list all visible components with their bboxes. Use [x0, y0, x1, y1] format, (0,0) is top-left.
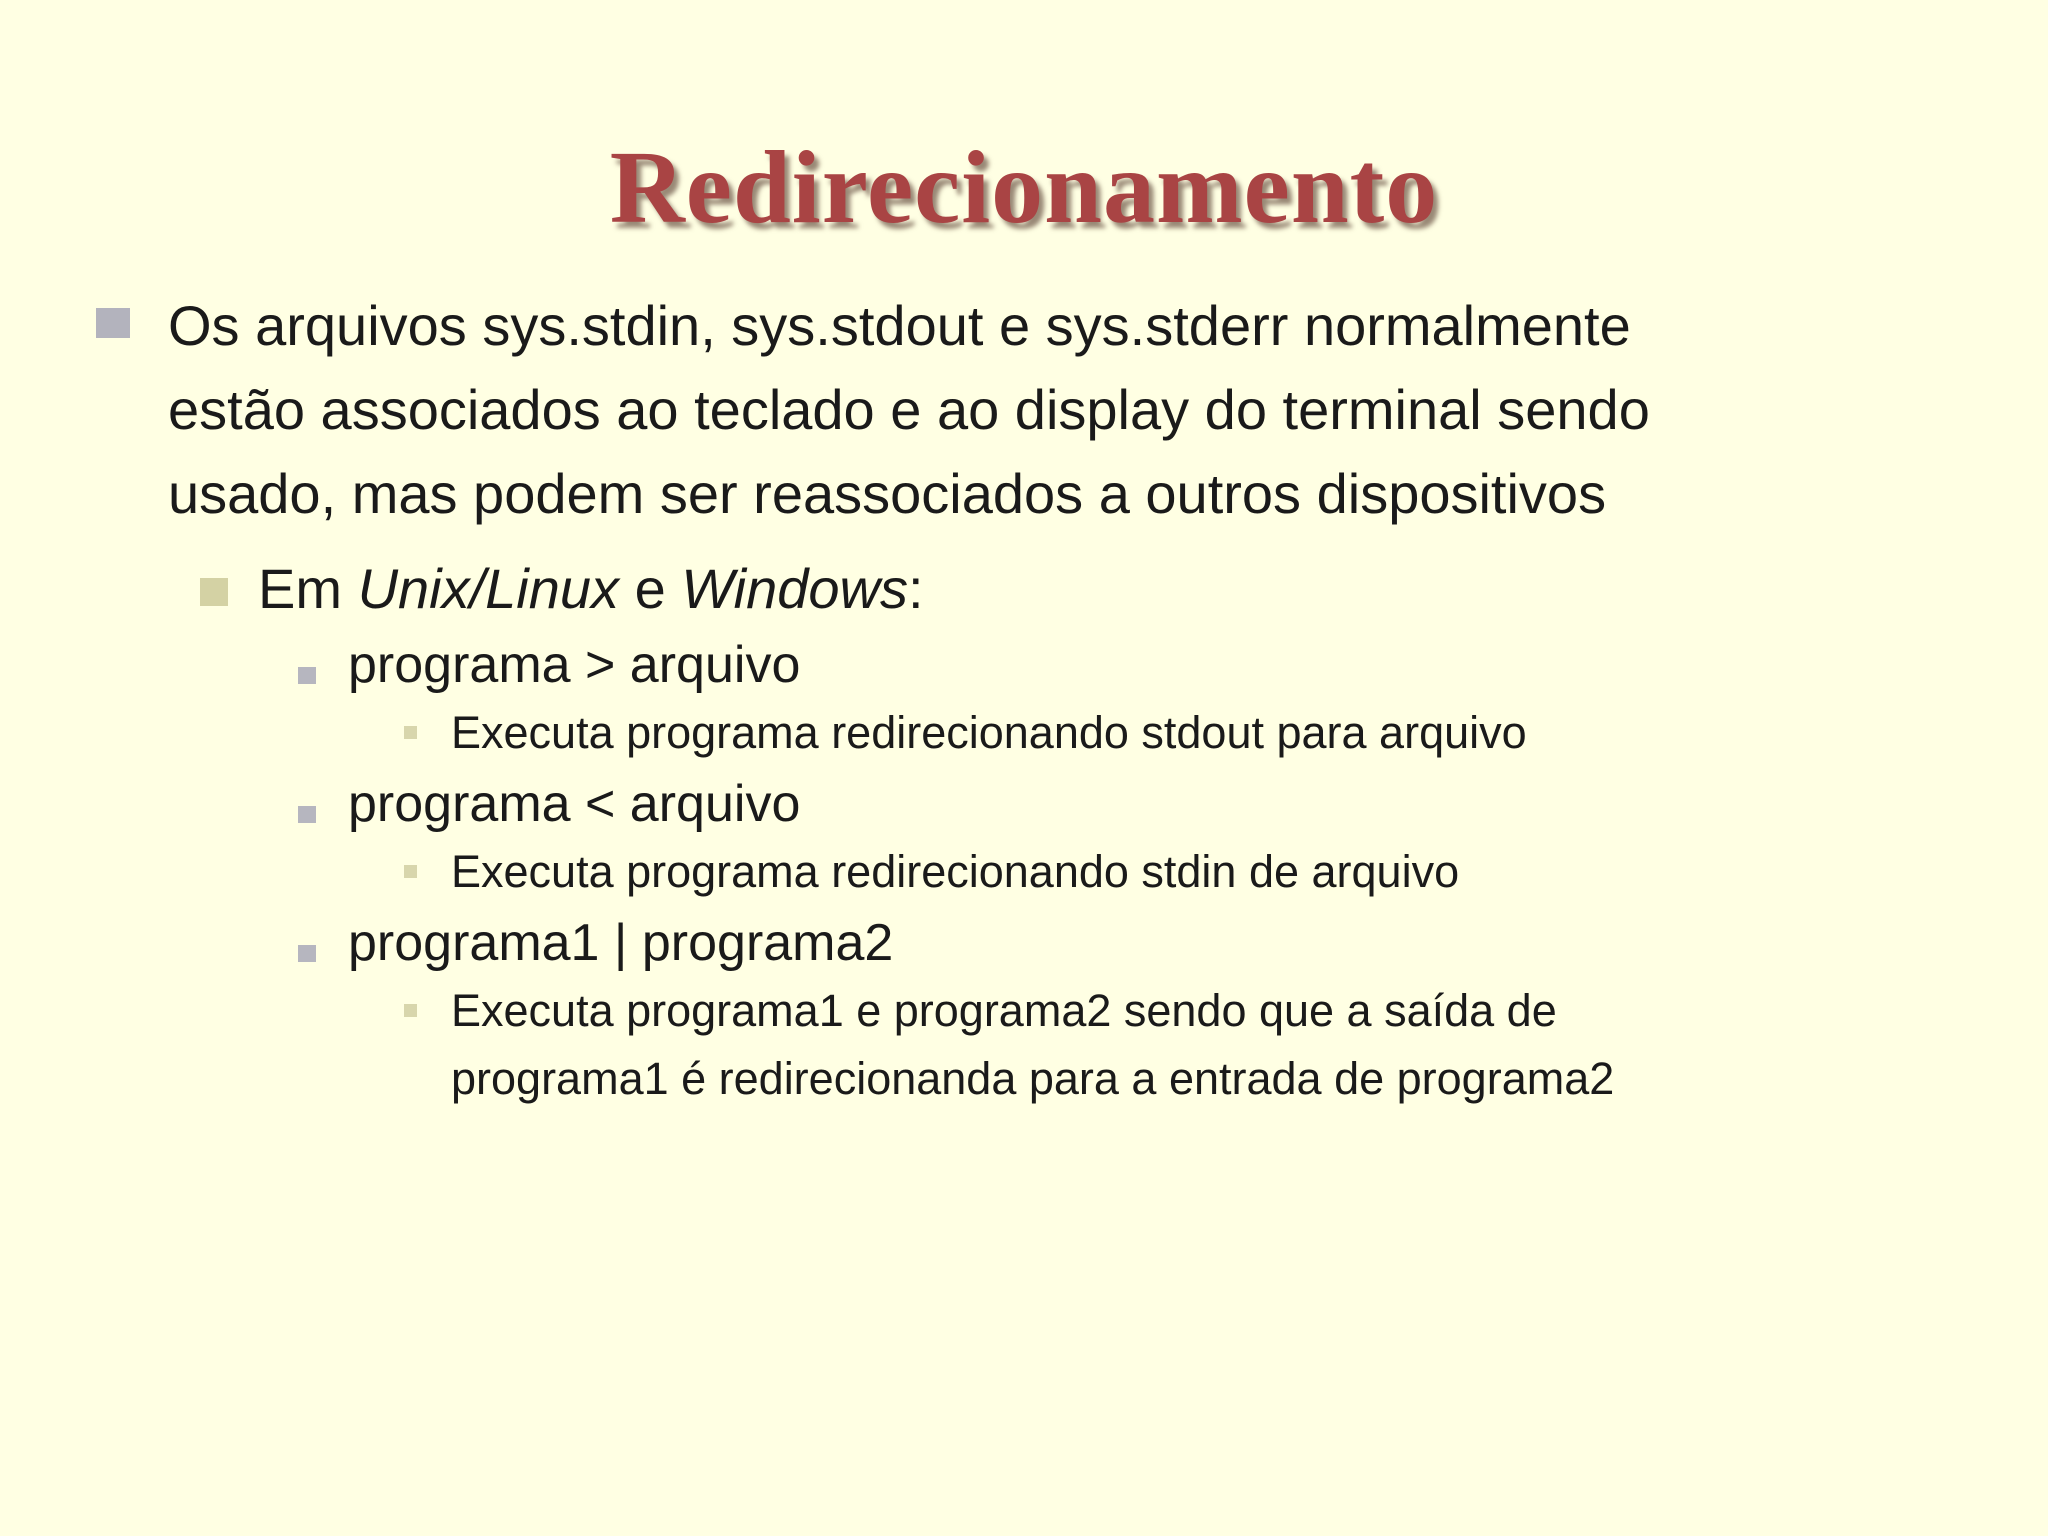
os-prefix: Em — [258, 557, 358, 620]
command-text: programa < arquivo — [348, 775, 801, 833]
command-text: programa1 | programa2 — [348, 914, 894, 972]
square-bullet-icon — [404, 726, 417, 739]
square-bullet-icon — [200, 578, 228, 606]
square-bullet-icon — [298, 945, 316, 962]
slide-title: Redirecionamento — [609, 130, 1439, 245]
os-windows: Windows — [681, 557, 908, 620]
bullet-level2-text — [258, 554, 924, 624]
description-line: Executa programa redirecionando stdin de arquivo — [451, 846, 1460, 897]
bullet-level1-line2: estão associados ao teclado e ao display do terminal sendo — [168, 378, 1650, 441]
os-suffix: : — [907, 557, 924, 620]
bullet-level1-text — [168, 284, 1650, 536]
square-bullet-icon — [96, 308, 130, 338]
description-line: Executa programa1 e programa2 sendo que a saída de — [451, 985, 1557, 1036]
square-bullet-icon — [404, 865, 417, 878]
command-text: programa > arquivo — [348, 636, 801, 694]
description-line: Executa programa redirecionando stdout para arquivo — [451, 707, 1527, 758]
os-unix-linux: Unix/Linux — [357, 557, 620, 620]
square-bullet-icon — [404, 1004, 417, 1017]
description-line: programa1 é redirecionanda para a entrada de programa2 — [451, 1053, 1615, 1104]
bullet-level1-line3: usado, mas podem ser reassociados a outros dispositivos — [168, 462, 1607, 525]
square-bullet-icon — [298, 667, 316, 684]
bullet-level1-line1: Os arquivos sys.stdin, sys.stdout e sys.stderr normalmente — [168, 294, 1631, 357]
os-mid: e — [619, 557, 682, 620]
square-bullet-icon — [298, 806, 316, 823]
